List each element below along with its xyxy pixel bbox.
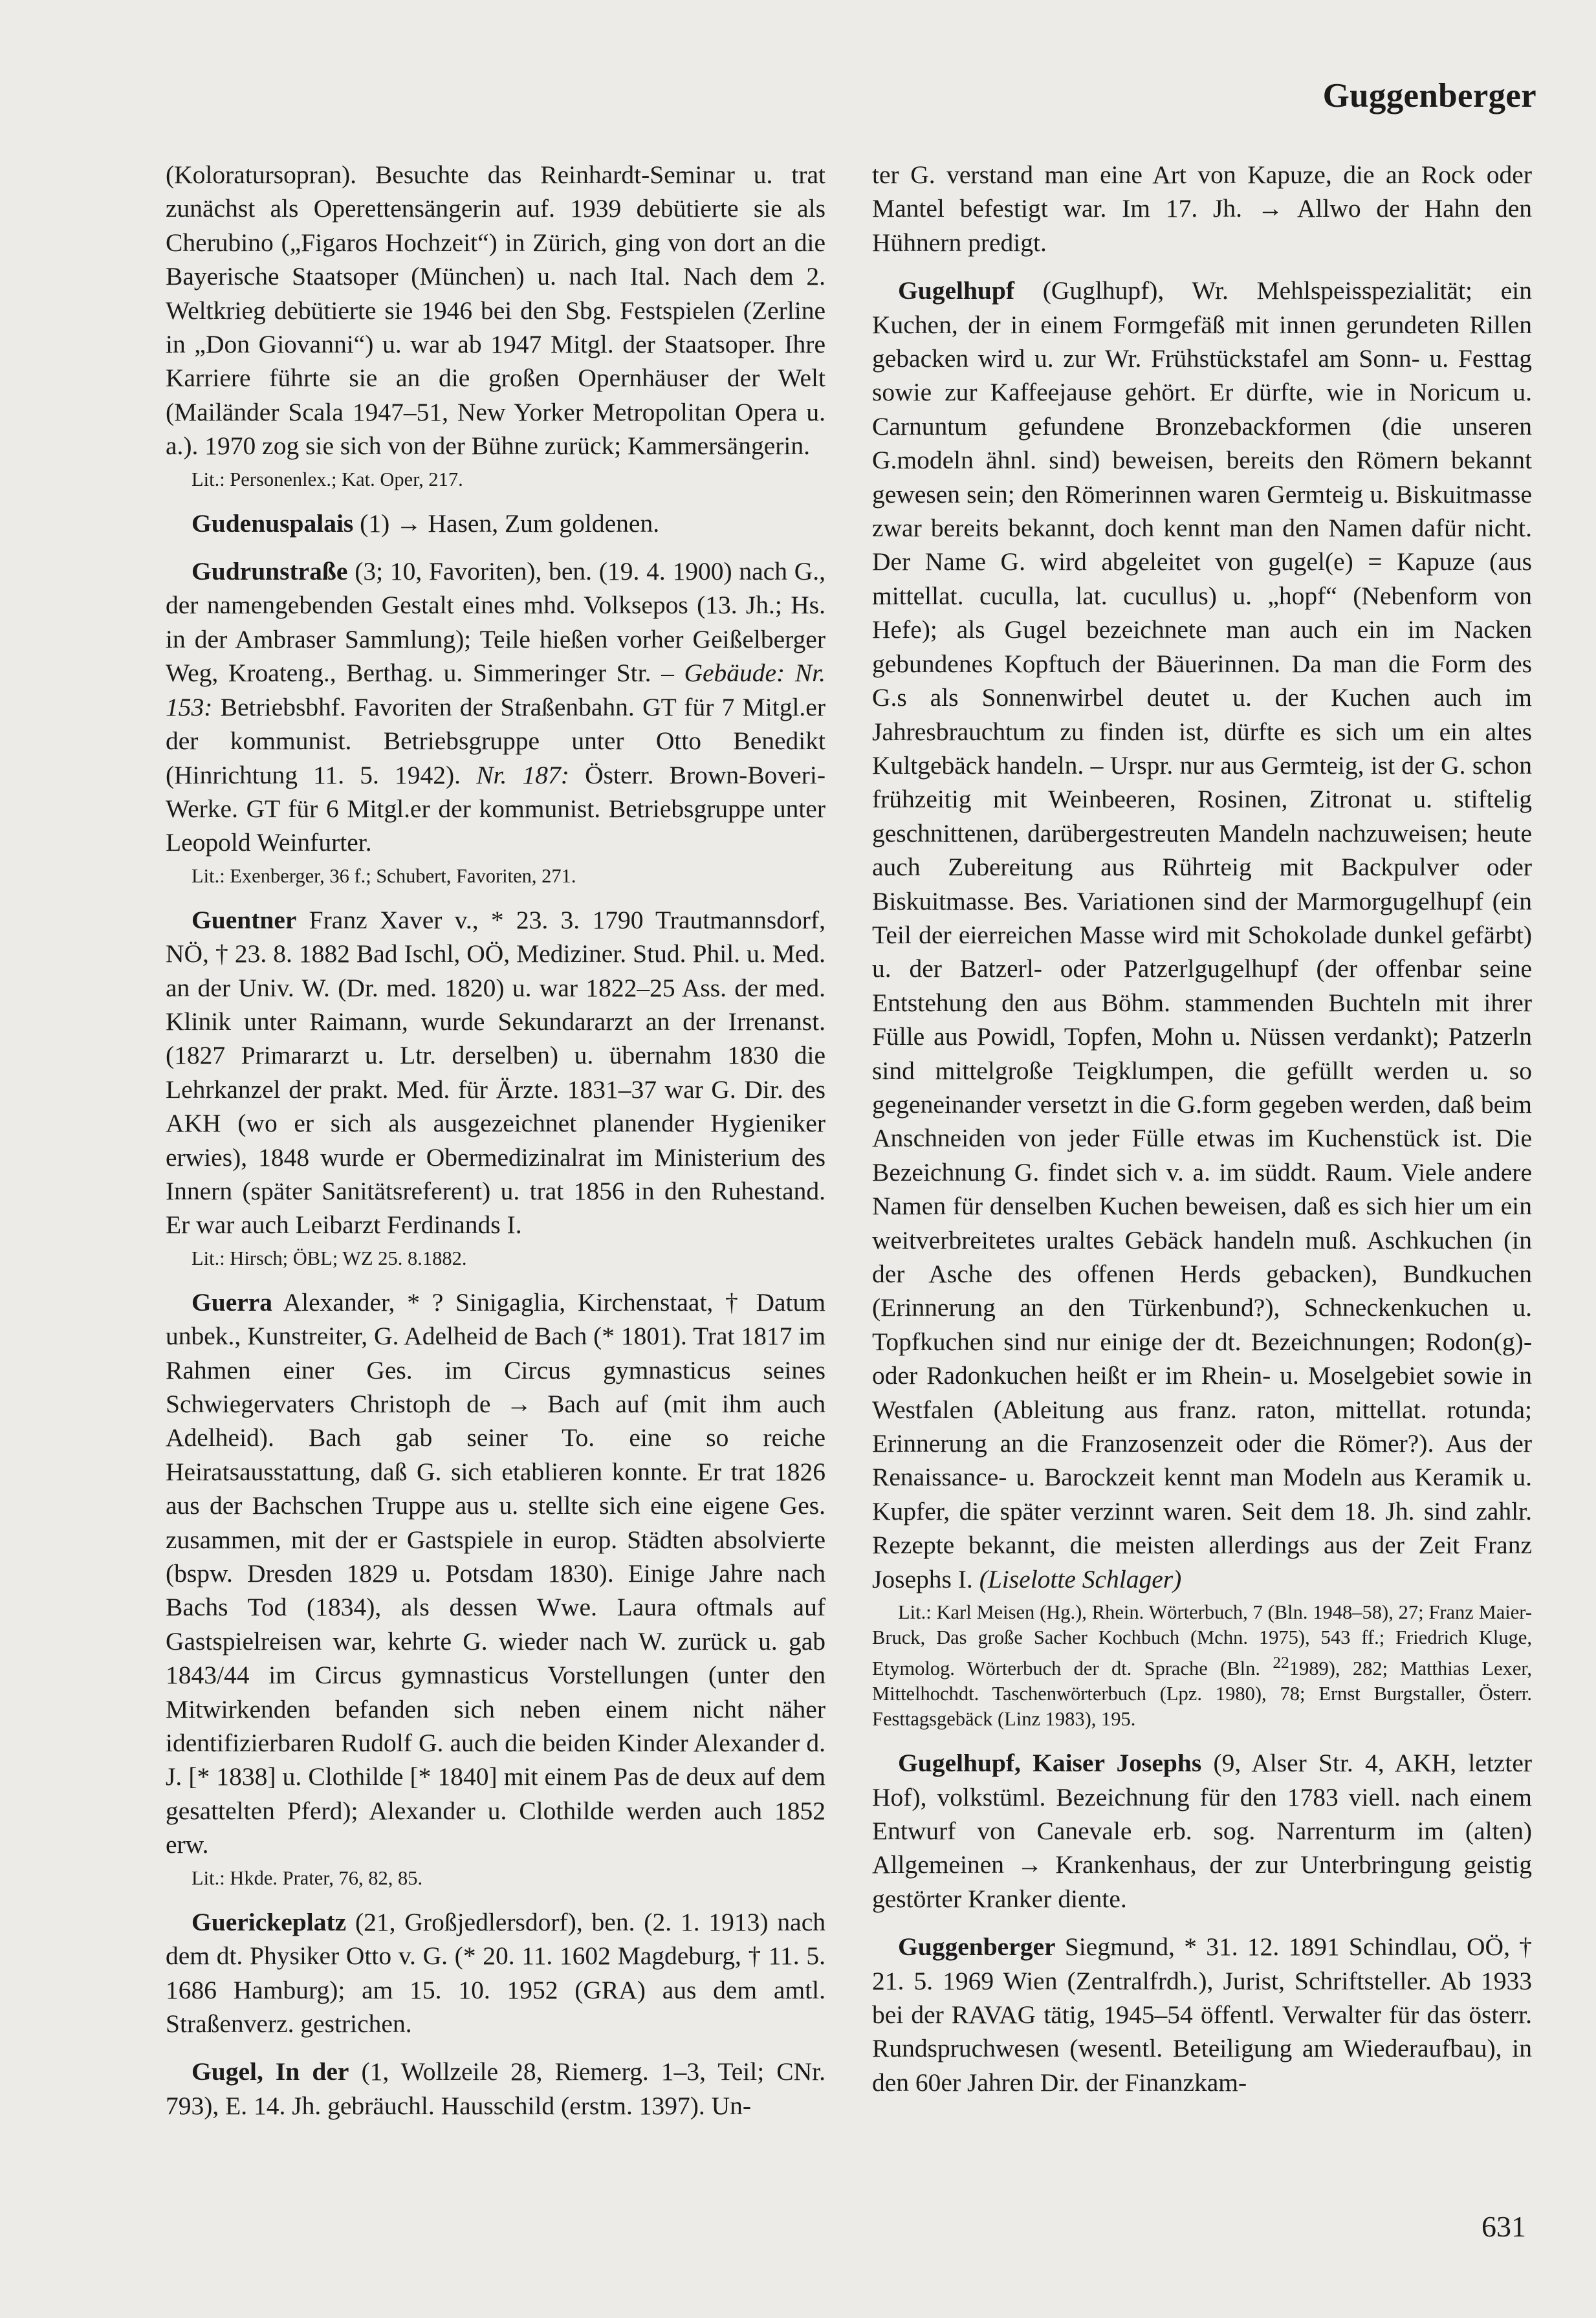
literature-note [872, 1600, 1532, 1732]
literature-note: Lit.: Hkde. Prater, 76, 82, 85. [191, 1866, 423, 1889]
right-column [872, 158, 1532, 2099]
entry-gugelhupf [872, 274, 1532, 1596]
edition-superscript: 22 [1273, 1654, 1289, 1672]
page-number: 631 [1481, 2210, 1526, 2243]
lemma: Guentner [191, 905, 297, 934]
entry-guerickeplatz [166, 1905, 825, 2041]
lemma: Gugelhupf, Kaiser Josephs [898, 1749, 1202, 1778]
entry-guggenberger [872, 1930, 1532, 2099]
running-head: Guggenberger [1322, 77, 1536, 115]
entry-text: Betriebsbhf. Favoriten der Straßenbahn. GT für 7 Mitgl.er der kommunist. Betriebsgruppe unter Otto Benedikt (Hinrichtung 11. 5. 1942). [166, 692, 825, 789]
entry-text: Alexander, * ? Sinigaglia, Kirchenstaat, † Datum unbek., Kunstreiter, G. Adelheid de Bach (* 1801). Trat 1817 im Rahmen einer Ges. im Circus gymnasticus seines Schwiegervaters Christoph de → Bach auf (mit ihm auch Adelheid). Bach gab seiner To. eine so reiche Heiratsausstattung, daß G. sich etablieren konnte. Er trat 1826 aus der Bachschen Truppe aus u. stellte sich eine eigene Ges. zusammen, mit der er Gastspiele in europ. Städten absolvierte (bspw. Dresden 1829 u. Potsdam 1830). Einige Jahre nach Bachs Tod (1834), als dessen Wwe. Laura oftmals auf Gastspielreisen war, kehrte G. wieder nach W. zurück u. gab 1843/44 im Circus gymnasticus Vorstellungen (unter den Mitwirkenden befanden sich neben einem nicht näher identifizierbaren Rudolf G. auch die beiden Kinder Alexander d. J. [* 1838] u. Clothilde [* 1840] mit einem Pas de deux auf dem gesattelten Pferd); Alexander u. Clothilde werden auch 1852 erw. [166, 1287, 825, 1859]
entry-text: Österr. Brown-Boveri-Werke. GT für 6 Mitgl.er der kommunist. Betriebsgruppe unter Leopold Weinfurter. [166, 760, 825, 857]
entry-text: (9, Alser Str. 4, AKH, letzter Hof), volkstüml. Bezeichnung für den 1783 viell. nach einem Entwurf von Canevale erb. sog. Narrenturm im (alten) Allgemeinen → Krankenhaus, der zur Unterbringung geistig gestörter Kranker diente. [872, 1749, 1532, 1913]
lemma: Gugel, In der [191, 2057, 349, 2086]
entry-guerra [166, 1285, 825, 1862]
entry-gugelhupf-kaiser-josephs [872, 1746, 1532, 1916]
lemma: Gugelhupf [898, 276, 1015, 305]
lit-text: Lit.: Karl Meisen (Hg.), Rhein. Wörterbuch, 7 (Bln. 1948–58), 27; Franz Maier-Bruck, Das große Sacher Kochbuch (Mchn. 1975), 543 ff.; Friedrich Kluge, Etymolog. Wörterbuch der dt. Sprache (Bln. [872, 1601, 1532, 1680]
entry-text: (1, Wollzeile 28, Riemerg. 1–3, Teil; CNr. 793), E. 14. Jh. gebräuchl. Hausschild (erstm. 1397). Un- [166, 2057, 825, 2120]
entry-text: (21, Großjedlersdorf), ben. (2. 1. 1913) nach dem dt. Physiker Otto v. G. (* 20. 11. 1602 Magdeburg, † 11. 5. 1686 Hamburg); am 15. 10. 1952 (GRA) aus dem amtl. Straßenverz. gestrichen. [166, 1907, 825, 2038]
literature-note: Lit.: Personenlex.; Kat. Oper, 217. [191, 468, 463, 490]
entry-text: (3; 10, Favoriten), ben. (19. 4. 1900) nach G., der namengebenden Gestalt eines mhd. Volksepos (13. Jh.; Hs. in der Ambraser Sammlung); Teile hießen vorher Geißelberger Weg, Kroateng., Berthag. u. Simmeringer Str. – [166, 557, 825, 688]
lemma: Gudrunstraße [191, 557, 348, 586]
entry-italic: Gebäude: Nr. 153: [166, 659, 826, 721]
entry-text: (Guglhupf), Wr. Mehlspeisspezialität; ein Kuchen, der in einem Formgefäß mit innen gerundeten Rillen gebacken wird u. zur Wr. Frühstückstafel am Sonn- u. Festtag sowie zur Kaffeejause gehört. Er dürfte, wie in Noricum u. Carnuntum gefundene Bronzebackformen (die unseren G.modeln ähnl. sind) beweisen, bereits den Römern bekannt gewesen sein; den Römerinnen waren Germteig u. Biskuitmasse zwar bereits bekannt, doch kennt man den Namen dafür nicht. Der Name G. wird abgeleitet von gugel(e) = Kapuze (aus mittellat. cucullа, lat. cucullus) u. „hopf“ (Nebenform von Hefe); als Gugel bezeichnete man auch ein im Nacken gebundenes Kopftuch der Bäuerinnen. Da man die Form des G.s als Sonnenwirbel deutet u. der Kuchen auch im Jahresbrauchtum zu finden ist, dürfte es sich um ein altes Kultgebäck handeln. – Urspr. nur aus Germteig, ist der G. schon frühzeitig mit Weinbeeren, Rosinen, Zitronat u. stiftelig geschnittenen, darübergestreuten Mandeln nachzuweisen; heute auch Zubereitung aus Rührteig mit Backpulver oder Biskuitmasse. Bes. Variationen sind der Marmorgugelhupf (ein Teil der eierreichen Masse wird mit Schokolade dunkel gefärbt) u. der Batzerl- oder Patzerlgugelhupf (der offenbar seine Entstehung den aus Böhm. stammenden Buchteln mit ihrer Fülle aus Powidl, Topfen, Mohn u. Nüssen verdankt); Patzerln sind mittelgroße Teigklumpen, die gefüllt werden u. so gegeneinander versetzt in die G.form gegeben werden, daß beim Anschneiden von jeder Fülle etwas im Kuchenstück ist. Die Bezeichnung G. findet sich v. a. im süddt. Raum. Viele andere Namen für denselben Kuchen beweisen, daß es sich hier um ein weitverbreitetes uraltes Gebäck handeln muß. Aschkuchen (in der Asche des offenen Herds gebacken), Bundkuchen (Erinnerung an den Türkenbund?), Schneckenkuchen u. Topfkuchen sind nur einige der dt. Bezeichnungen; Rodon(g)- oder Radonkuchen heißt er im Rhein- u. Moselgebiet sowie in Westfalen (Ableitung aus franz. raton, mittellat. rotunda; Erinnerung an die Franzosenzeit oder die Römer?). Aus der Renaissance- u. Barockzeit kennt man Modeln aus Keramik u. Kupfer, die später verzinnt waren. Seit dem 18. Jh. sind zahlr. Rezepte bekannt, die meisten allerdings aus der Zeit Franz Josephs I. [872, 276, 1532, 1593]
lemma: Guerra [191, 1287, 273, 1317]
lemma: Guggenberger [898, 1932, 1056, 1962]
lit-text: 1989), 282; Matthias Lexer, Mittelhochdt. Taschenwörterbuch (Lpz. 1980), 78; Ernst Burgstaller, Österr. Festtagsgebäck (Linz 1983), 195. [872, 1657, 1532, 1731]
literature-note: Lit.: Hirsch; ÖBL; WZ 25. 8.1882. [191, 1247, 467, 1269]
literature-note: Lit.: Exenberger, 36 f.; Schubert, Favoriten, 271. [191, 864, 576, 887]
left-column [166, 158, 825, 2123]
entry-guentner [166, 903, 825, 1242]
entry-text: Siegmund, * 31. 12. 1891 Schindlau, OÖ, † 21. 5. 1969 Wien (Zentralfrdh.), Jurist, Schriftsteller. Ab 1933 bei der RAVAG tätig, 1945–54 öffentl. Verwalter für das österr. Rundspruchwesen (wesentl. Beteiligung am Wiederaufbau), in den 60er Jahren Dir. der Finanzkam- [872, 1932, 1532, 2097]
entry-continuation: (Koloratursopran). Besuchte das Reinhardt-Seminar u. trat zunächst als Operettensängerin auf. 1939 debütierte sie als Cherubino („Figaros Hochzeit“) in Zürich, ging von dort an die Bayerische Staatsoper (München) u. nach Ital. Nach dem 2. Weltkrieg debütierte sie 1946 bei den Sbg. Festspielen (Zerline in „Don Giovanni“) u. war ab 1947 Mitgl. der Staatsoper. Ihre Karriere führte sie an die großen Opernhäuser der Welt (Mailänder Scala 1947–51, New Yorker Metropolitan Opera u. a.). 1970 zog sie sich von der Bühne zurück; Kammersängerin. [166, 160, 825, 461]
entry-text: Franz Xaver v., * 23. 3. 1790 Trautmannsdorf, NÖ, † 23. 8. 1882 Bad Ischl, OÖ, Mediziner. Stud. Phil. u. Med. an der Univ. W. (Dr. med. 1820) u. war 1822–25 Ass. der med. Klinik unter Raimann, wurde Sekundararzt an der Irrenanst. (1827 Primararzt u. Ltr. derselben) u. übernahm 1830 die Lehrkanzel der prakt. Med. für Ärzte. 1831–37 war G. Dir. des AKH (wo er sich als ausgezeichnet planender Hygieniker erwies), 1848 wurde er Obermedizinalrat im Ministerium des Innern (später Sanitätsreferent) u. trat 1856 in den Ruhestand. Er war auch Leibarzt Ferdinands I. [166, 905, 825, 1240]
entry-continuation: ter G. verstand man eine Art von Kapuze, die an Rock oder Mantel befestigt war. Im 17. Jh. → Allwo der Hahn den Hühnern predigt. [872, 160, 1532, 257]
lemma: Guerickeplatz [191, 1907, 347, 1936]
entry-gugel [166, 2055, 825, 2123]
lemma: Gudenuspalais [191, 508, 354, 538]
entry-text: (1) → Hasen, Zum goldenen. [353, 508, 660, 538]
entry-italic: Nr. 187: [476, 760, 569, 789]
author-signature: (Liselotte Schlager) [979, 1564, 1182, 1593]
entry-gudrunstrasse [166, 554, 825, 860]
entry-gudenuspalais [166, 507, 825, 540]
